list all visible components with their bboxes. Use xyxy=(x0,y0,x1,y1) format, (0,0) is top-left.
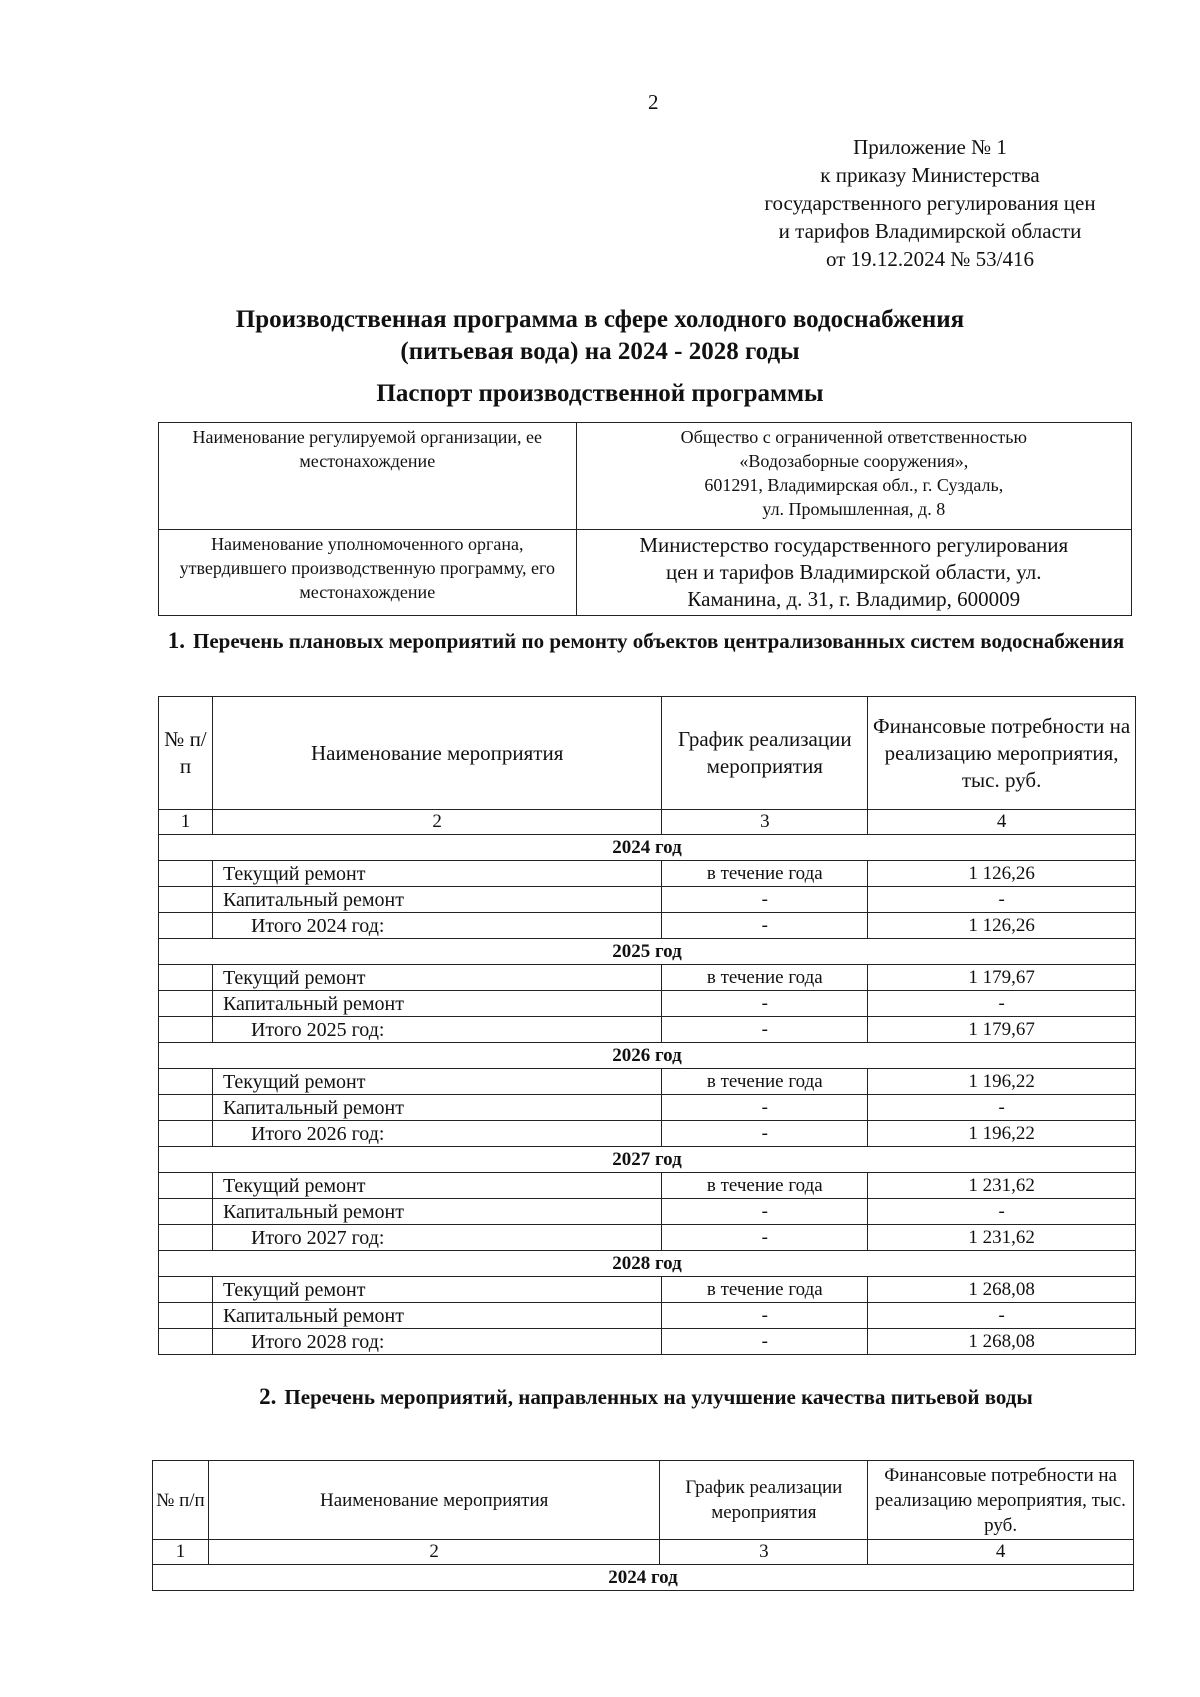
repair-plan-table xyxy=(158,696,1136,1355)
table-row xyxy=(159,1121,1136,1147)
schedule-cell: - xyxy=(662,887,868,913)
table-row xyxy=(159,1199,1136,1225)
row-number-cell xyxy=(159,991,213,1017)
table-row xyxy=(159,1173,1136,1199)
schedule-cell: - xyxy=(662,913,868,939)
appendix-line: к приказу Министерства xyxy=(820,163,1040,187)
row-number-cell xyxy=(159,1069,213,1095)
passport-value xyxy=(576,423,1131,530)
passport-value-line: 601291, Владимирская обл., г. Суздаль, xyxy=(704,475,1004,495)
passport-value xyxy=(576,530,1131,616)
passport-row xyxy=(159,530,1132,616)
column-number-cell: 2 xyxy=(212,810,661,835)
section2-title: Перечень мероприятий, направленных на улучшение качества питьевой воды xyxy=(284,1385,1033,1409)
column-number-row xyxy=(159,810,1136,835)
column-number-cell: 1 xyxy=(153,1540,209,1565)
table-row xyxy=(159,1069,1136,1095)
header-cell: Наименование мероприятия xyxy=(212,697,661,810)
row-number-cell xyxy=(159,1329,213,1355)
water-quality-table xyxy=(152,1460,1134,1591)
table-row xyxy=(159,1225,1136,1251)
year-row xyxy=(159,1043,1136,1069)
document-title-line: Производственная программа в сфере холодного водоснабжения xyxy=(235,306,965,333)
document-title xyxy=(100,304,1100,368)
row-number-cell xyxy=(159,965,213,991)
appendix-line: и тарифов Владимирской области xyxy=(778,219,1082,243)
document-title-line: (питьевая вода) на 2024 - 2028 годы xyxy=(400,338,800,365)
column-number-row xyxy=(153,1540,1134,1565)
year-label: 2027 год xyxy=(159,1147,1136,1173)
table-header-row xyxy=(153,1461,1134,1540)
schedule-cell: - xyxy=(662,1017,868,1043)
schedule-cell: - xyxy=(662,1303,868,1329)
activity-name: Текущий ремонт xyxy=(212,1277,661,1303)
schedule-cell: - xyxy=(662,1225,868,1251)
passport-value-line: «Водозаборные сооружения», xyxy=(739,451,969,471)
table-row xyxy=(159,991,1136,1017)
row-number-cell xyxy=(159,1225,213,1251)
amount-cell: 1 231,62 xyxy=(868,1173,1136,1199)
table-row xyxy=(159,1329,1136,1355)
amount-cell: 1 126,26 xyxy=(868,861,1136,887)
activity-name: Итого 2028 год: xyxy=(212,1329,661,1355)
year-label: 2028 год xyxy=(159,1251,1136,1277)
activity-name: Текущий ремонт xyxy=(212,861,661,887)
header-cell: График реализации мероприятия xyxy=(660,1461,868,1540)
amount-cell: - xyxy=(868,1303,1136,1329)
row-number-cell xyxy=(159,1121,213,1147)
amount-cell: 1 268,08 xyxy=(868,1277,1136,1303)
section1-number: 1. xyxy=(167,628,186,653)
passport-row xyxy=(159,423,1132,530)
appendix-line: Приложение № 1 xyxy=(853,135,1007,159)
schedule-cell: в течение года xyxy=(662,1069,868,1095)
amount-cell: 1 179,67 xyxy=(868,965,1136,991)
activity-name: Капитальный ремонт xyxy=(212,887,661,913)
page-number: 2 xyxy=(648,90,659,114)
amount-cell: - xyxy=(868,991,1136,1017)
schedule-cell: - xyxy=(662,1121,868,1147)
appendix-line: государственного регулирования цен xyxy=(764,191,1096,215)
appendix-line: от 19.12.2024 № 53/416 xyxy=(825,247,1035,271)
passport-label: Наименование регулируемой организации, ее местонахождение xyxy=(159,423,577,530)
column-number-cell: 4 xyxy=(868,810,1136,835)
header-cell: № п/п xyxy=(153,1461,209,1540)
year-row xyxy=(153,1565,1134,1591)
schedule-cell: - xyxy=(662,991,868,1017)
passport-value-line: Общество с ограниченной ответственностью xyxy=(680,427,1027,447)
year-label: 2026 год xyxy=(159,1043,1136,1069)
amount-cell: - xyxy=(868,1095,1136,1121)
amount-cell: 1 126,26 xyxy=(868,913,1136,939)
year-label: 2025 год xyxy=(159,939,1136,965)
year-row xyxy=(159,835,1136,861)
table-header-row xyxy=(159,697,1136,810)
table-row xyxy=(159,1095,1136,1121)
activity-name: Капитальный ремонт xyxy=(212,1095,661,1121)
header-cell: График реализации мероприятия xyxy=(662,697,868,810)
column-number-cell: 1 xyxy=(159,810,213,835)
passport-value-line: Каманина, д. 31, г. Владимир, 600009 xyxy=(687,587,1021,611)
schedule-cell: - xyxy=(662,1329,868,1355)
schedule-cell: - xyxy=(662,1095,868,1121)
section2-heading xyxy=(160,1383,1132,1411)
year-row xyxy=(159,939,1136,965)
row-number-cell xyxy=(159,1277,213,1303)
header-cell: Финансовые потребности на реализацию мероприятия, тыс. руб. xyxy=(868,697,1136,810)
activity-name: Итого 2024 год: xyxy=(212,913,661,939)
schedule-cell: в течение года xyxy=(662,965,868,991)
activity-name: Текущий ремонт xyxy=(212,965,661,991)
section1-heading xyxy=(160,627,1132,655)
section1-title: Перечень плановых мероприятий по ремонту объектов централизованных систем водоснабжения xyxy=(193,629,1125,653)
schedule-cell: в течение года xyxy=(662,1173,868,1199)
table-row xyxy=(159,1303,1136,1329)
amount-cell: 1 179,67 xyxy=(868,1017,1136,1043)
amount-cell: 1 196,22 xyxy=(868,1121,1136,1147)
schedule-cell: в течение года xyxy=(662,1277,868,1303)
activity-name: Капитальный ремонт xyxy=(212,1199,661,1225)
table-row xyxy=(159,887,1136,913)
activity-name: Капитальный ремонт xyxy=(212,991,661,1017)
table-row xyxy=(159,913,1136,939)
row-number-cell xyxy=(159,1017,213,1043)
activity-name: Итого 2026 год: xyxy=(212,1121,661,1147)
header-cell: Наименование мероприятия xyxy=(208,1461,659,1540)
amount-cell: 1 268,08 xyxy=(868,1329,1136,1355)
row-number-cell xyxy=(159,913,213,939)
activity-name: Текущий ремонт xyxy=(212,1173,661,1199)
row-number-cell xyxy=(159,1095,213,1121)
passport-table xyxy=(158,422,1132,616)
header-cell: Финансовые потребности на реализацию мероприятия, тыс. руб. xyxy=(868,1461,1134,1540)
column-number-cell: 3 xyxy=(660,1540,868,1565)
column-number-cell: 4 xyxy=(868,1540,1134,1565)
table-row xyxy=(159,1017,1136,1043)
year-label: 2024 год xyxy=(159,835,1136,861)
activity-name: Итого 2025 год: xyxy=(212,1017,661,1043)
row-number-cell xyxy=(159,1199,213,1225)
passport-label: Наименование уполномоченного органа, утвердившего производственную программу, его местонахождение xyxy=(159,530,577,616)
appendix-block xyxy=(720,133,1140,273)
section2-number: 2. xyxy=(259,1384,277,1409)
year-row xyxy=(159,1147,1136,1173)
row-number-cell xyxy=(159,887,213,913)
column-number-cell: 3 xyxy=(662,810,868,835)
row-number-cell xyxy=(159,1303,213,1329)
passport-value-line: Министерство государственного регулирования xyxy=(639,533,1069,557)
amount-cell: 1 231,62 xyxy=(868,1225,1136,1251)
passport-value-line: ул. Промышленная, д. 8 xyxy=(762,499,946,519)
activity-name: Капитальный ремонт xyxy=(212,1303,661,1329)
table-row xyxy=(159,1277,1136,1303)
row-number-cell xyxy=(159,1173,213,1199)
year-row xyxy=(159,1251,1136,1277)
activity-name: Итого 2027 год: xyxy=(212,1225,661,1251)
row-number-cell xyxy=(159,861,213,887)
amount-cell: - xyxy=(868,1199,1136,1225)
passport-value-line: цен и тарифов Владимирской области, ул. xyxy=(666,560,1042,584)
table-row xyxy=(159,965,1136,991)
schedule-cell: в течение года xyxy=(662,861,868,887)
table-row xyxy=(159,861,1136,887)
amount-cell: - xyxy=(868,887,1136,913)
passport-heading: Паспорт производственной программы xyxy=(376,380,824,407)
amount-cell: 1 196,22 xyxy=(868,1069,1136,1095)
schedule-cell: - xyxy=(662,1199,868,1225)
year-label: 2024 год xyxy=(153,1565,1134,1591)
activity-name: Текущий ремонт xyxy=(212,1069,661,1095)
repair-plan-body xyxy=(159,810,1136,1355)
column-number-cell: 2 xyxy=(208,1540,659,1565)
header-cell: № п/п xyxy=(159,697,213,810)
